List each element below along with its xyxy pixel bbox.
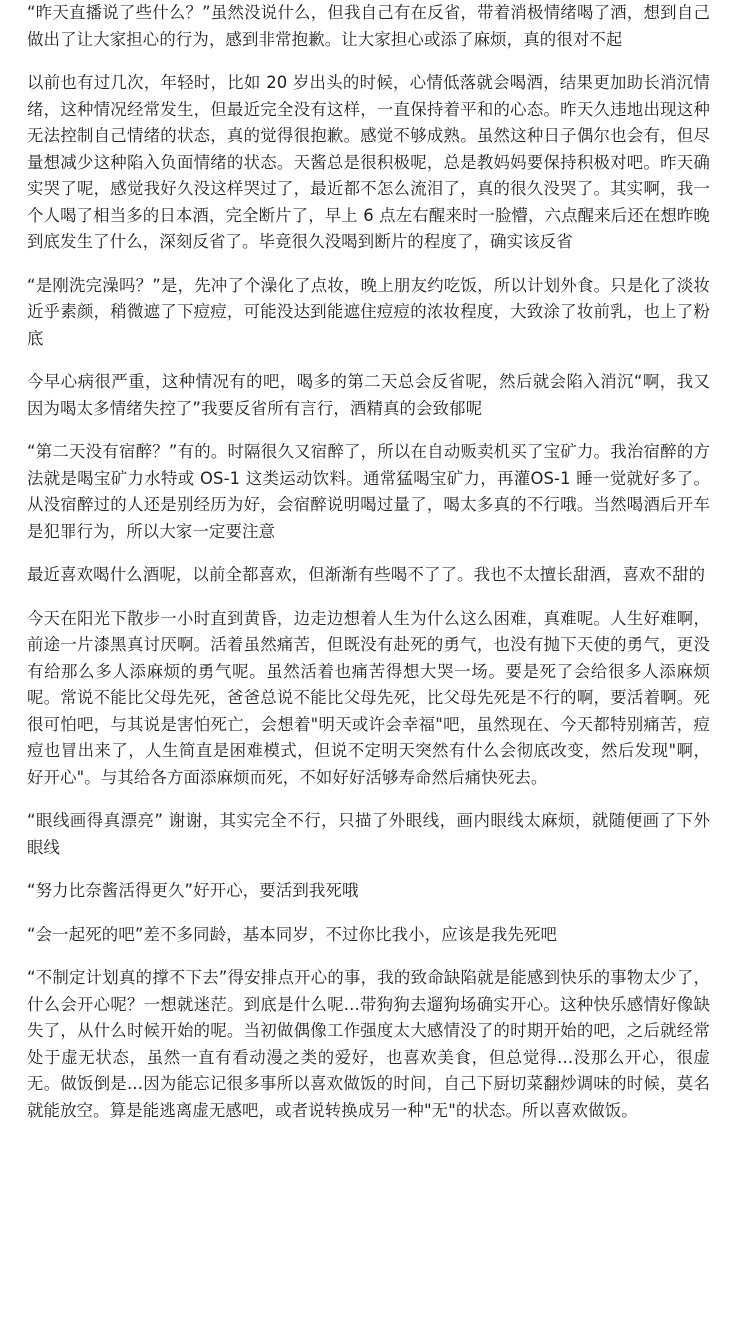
paragraph-makeup-question: “是刚洗完澡吗？”是，先冲了个澡化了点妆，晚上朋友约吃饭，所以计划外食。只是化了淡妆近乎素颜，稍微遮了下痘痘，可能没达到能遮住痘痘的浓妆程度，大致涂了妆前乳，也上了粉底 xyxy=(27,275,710,348)
paragraph-same-age: “会一起死的吧”差不多同龄，基本同岁，不过你比我小，应该是我先死吧 xyxy=(27,924,558,944)
paragraph-morning-regret: 今早心病很严重，这种情况有的吧，喝多的第二天总会反省呢，然后就会陷入消沉“啊，我又因为喝太多情绪失控了”我要反省所有言行，酒精真的会致郁呢 xyxy=(27,372,710,418)
paragraph-live-longer: “努力比奈酱活得更久”好开心，要活到我死哦 xyxy=(27,881,359,900)
paragraph-cooking: “不制定计划真的撑不下去”得安排点开心的事，我的致命缺陷就是能感到快乐的事物太少了，什么会开心呢？一想就迷茫。到底是什么呢...带狗狗去遛狗场确实开心。这种快乐感情好像缺失了，从什么时候开始的呢。当初做偶像工作强度太大感情没了的时期开始的吧，之后就经常处于虚无状态，虽然一直有看动漫之类的爱好，也喜欢美食，但总觉得...没那么开心，很虚无。做饭倒是...因为能忘记很多事所以喜欢做饭的时间，自己下厨切菜翻炒调味的时候，莫名就能放空。算是能逃离虚无感吧，或者说转换成另一种"无"的状态。所以喜欢做饭。 xyxy=(27,968,710,1120)
paragraph-drinking-history: 以前也有过几次，年轻时，比如 20 岁出头的时候，心情低落就会喝酒，结果更加助长消沉情绪，这种情况经常发生，但最近完全没有这样，一直保持着平和的心态。昨天久违地出现这种无法控制自己情绪的状态，真的觉得很抱歉。感觉不够成熟。虽然这种日子偶尔也会有，但尽量想减少这种陷入负面情绪的状态。天酱总是很积极呢，总是教妈妈要保持积极对吧。昨天确实哭了呢，感觉我好久没这样哭过了，最近都不怎么流泪了，真的很久没哭了。其实啊，我一个人喝了相当多的日本酒，完全断片了，早上 6 点左右醒来时一脸懵，六点醒来后还在想昨晚到底发生了什么，深刻反省了。毕竟很久没喝到断片的程度了，确实该反省 xyxy=(27,73,710,251)
paragraph-favorite-drinks: 最近喜欢喝什么酒呢，以前全都喜欢，但渐渐有些喝不了了。我也不太擅长甜酒，喜欢不甜的 xyxy=(27,565,706,584)
paragraph-life-thoughts: 今天在阳光下散步一小时直到黄昏，边走边想着人生为什么这么困难，真难呢。人生好难啊，前途一片漆黑真讨厌啊。活着虽然痛苦，但既没有赴死的勇气，也没有抛下天使的勇气，更没有给那么多人添麻烦的勇气呢。虽然活着也痛苦得想大哭一场。要是死了会给很多人添麻烦呢。常说不能比父母先死，爸爸总说不能比父母先死，比父母先死是不行的啊，要活着啊。死很可怕吧，与其说是害怕死亡，会想着"明天或许会幸福"吧，虽然现在、今天都特别痛苦，痘痘也冒出来了，人生简直是困难模式，但说不定明天突然有什么会彻底改变，然后发现"啊，好开心"。与其给各方面添麻烦而死，不如好好活够寿命然后痛快死去。 xyxy=(27,608,710,787)
paragraph-livestream-reflection: “昨天直播说了些什么？”虽然没说什么，但我自己有在反省，带着消极情绪喝了酒，想到自己做出了让大家担心的行为，感到非常抱歉。让大家担心或添了麻烦，真的很对不起 xyxy=(27,3,710,49)
paragraph-hangover: “第二天没有宿醉？”有的。时隔很久又宿醉了，所以在自动贩卖机买了宝矿力。我治宿醉的方法就是喝宝矿力水特或 OS-1 这类运动饮料。通常猛喝宝矿力，再灌OS-1 睡一觉就好多了。从没宿醉过的人还是别经历为好，会宿醉说明喝过量了，喝太多真的不行哦。当然喝酒后开车是犯罪行为，所以大家一定要注意 xyxy=(27,442,710,541)
paragraph-eyeliner: “眼线画得真漂亮” 谢谢，其实完全不行，只描了外眼线，画内眼线太麻烦，就随便画了下外眼线 xyxy=(27,811,710,857)
